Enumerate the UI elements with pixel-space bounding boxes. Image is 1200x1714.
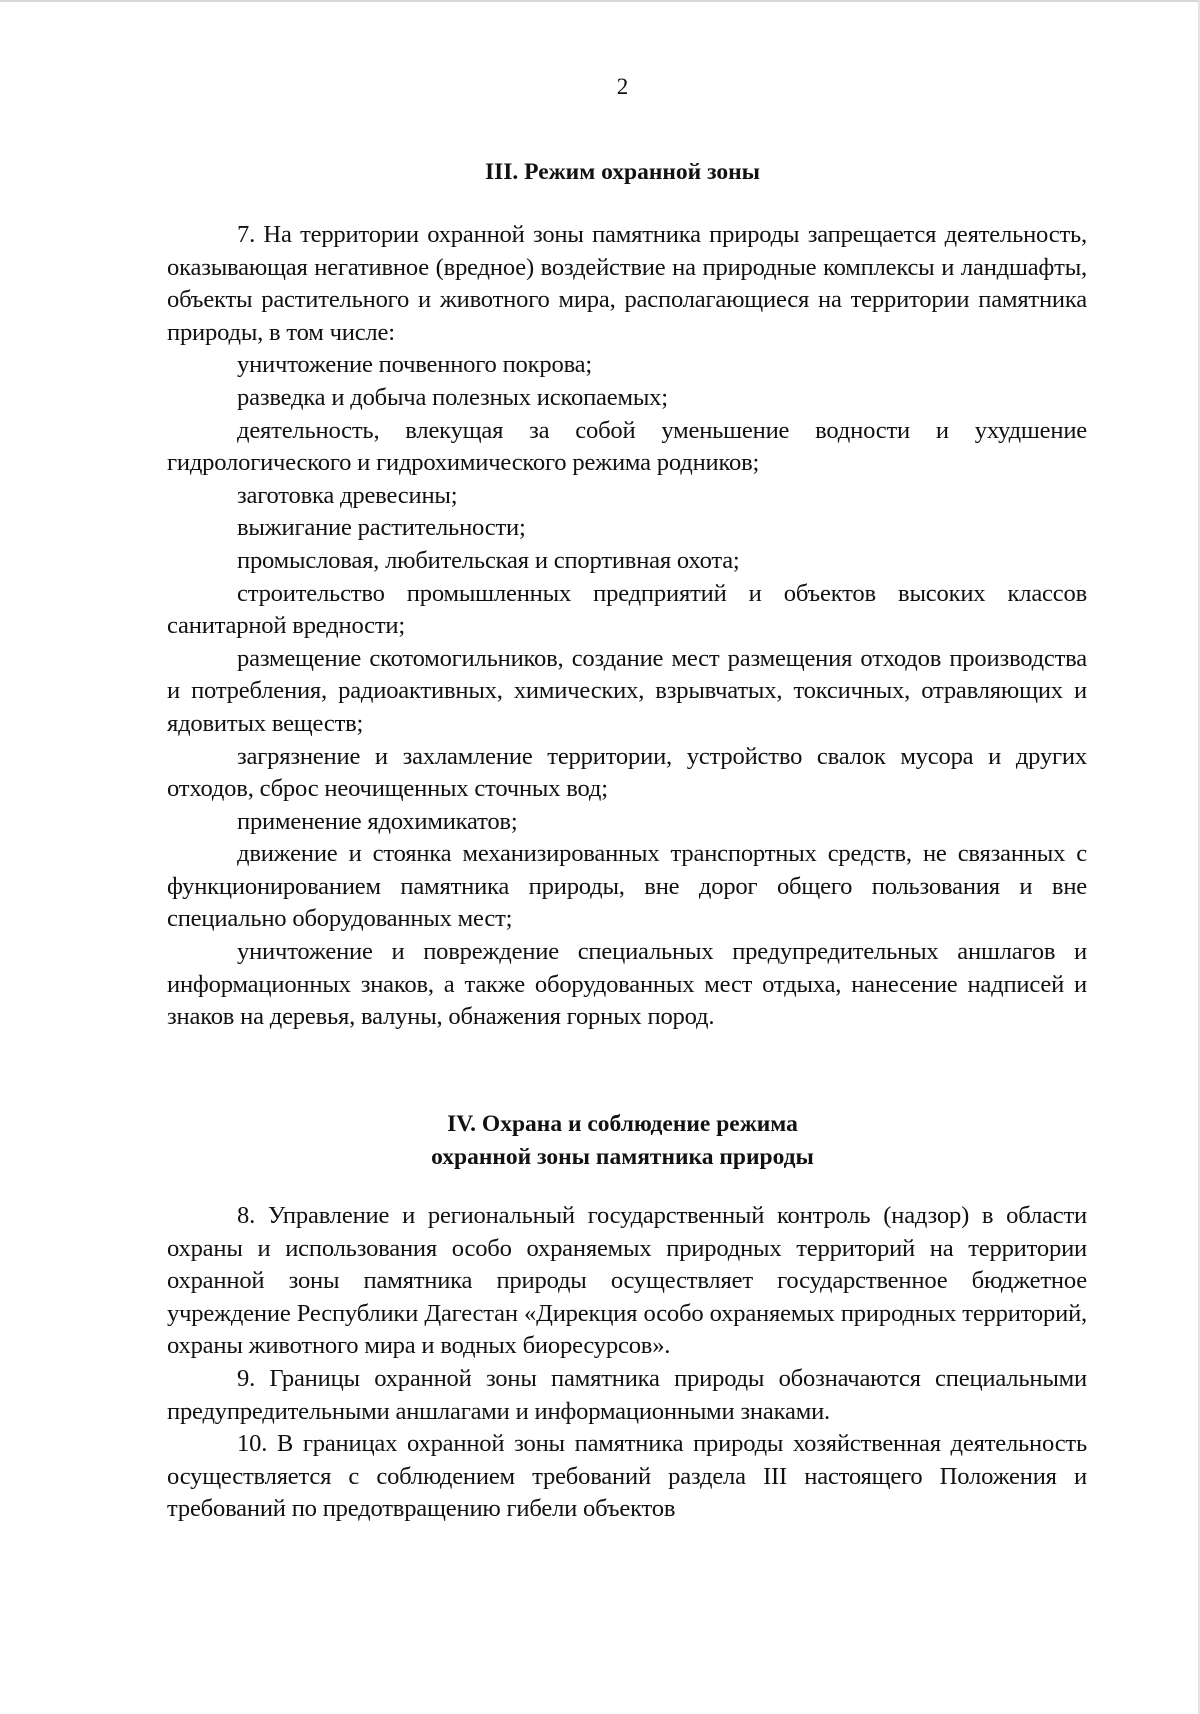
prohibition-item: применение ядохимикатов; [237,807,518,835]
paragraph-8: 8. Управление и региональный государственный контроль (надзор) в области охраны и использования особо охраняемых природных территорий на территории охранной зоны памятника природы осуществляет государственное бюджетное учреждение Республики Дагестан «Дирекция особо охраняемых природных территорий, охраны животного мира и водных биоресурсов». [167,1202,1087,1360]
prohibition-item: деятельность, влекущая за собой уменьшение водности и ухудшение гидрологического и гидрохимического режима родников; [167,416,1087,477]
section-4-body [167,1200,1087,1526]
paragraph-9: 9. Границы охранной зоны памятника природы обозначаются специальными предупредительными аншлагами и информационными знаками. [167,1364,1087,1425]
section-3-body [167,219,1087,1034]
section-4-heading-line-1: IV. Охрана и соблюдение режима [447,1111,798,1137]
prohibition-item: заготовка древесины; [237,481,458,509]
prohibition-item: выжигание растительности; [237,514,526,542]
scan-edge-top [0,0,1200,2]
section-3-heading [160,156,1085,189]
prohibition-item: строительство промышленных предприятий и объектов высоких классов санитарной вредности; [167,579,1087,640]
prohibition-item: размещение скотомогильников, создание мест размещения отходов производства и потребления, радиоактивных, химических, взрывчатых, токсичных, отравляющих и ядовитых веществ; [167,644,1087,737]
section-4-heading [160,1108,1085,1174]
prohibition-item: уничтожение и повреждение специальных предупредительных аншлагов и информационных знаков, а также оборудованных мест отдыха, нанесение надписей и знаков на деревья, валуны, обнажения горных пород. [167,938,1087,1031]
prohibition-item: движение и стоянка механизированных транспортных средств, не связанных с функционированием памятника природы, вне дорог общего пользования и вне специально оборудованных мест; [167,840,1087,933]
section-4-heading-line-2: охранной зоны памятника природы [431,1144,814,1170]
paragraph-10: 10. В границах охранной зоны памятника природы хозяйственная деятельность осуществляется с соблюдением требований раздела III настоящего Положения и требований по предотвращению гибели объектов [167,1430,1087,1523]
prohibition-item: загрязнение и захламление территории, устройство свалок мусора и других отходов, сброс неочищенных сточных вод; [167,742,1087,803]
prohibition-item: уничтожение почвенного покрова; [237,351,593,379]
prohibition-item: разведка и добыча полезных ископаемых; [237,383,668,411]
paragraph-7: 7. На территории охранной зоны памятника природы запрещается деятельность, оказывающая негативное (вредное) воздействие на природные комплексы и ландшафты, объекты растительного и животного мира, располагающиеся на территории памятника природы, в том числе: [167,221,1087,346]
prohibition-item: промысловая, любительская и спортивная охота; [237,546,740,574]
section-3-heading-text: III. Режим охранной зоны [484,159,761,185]
page-number: 2 [616,74,629,99]
